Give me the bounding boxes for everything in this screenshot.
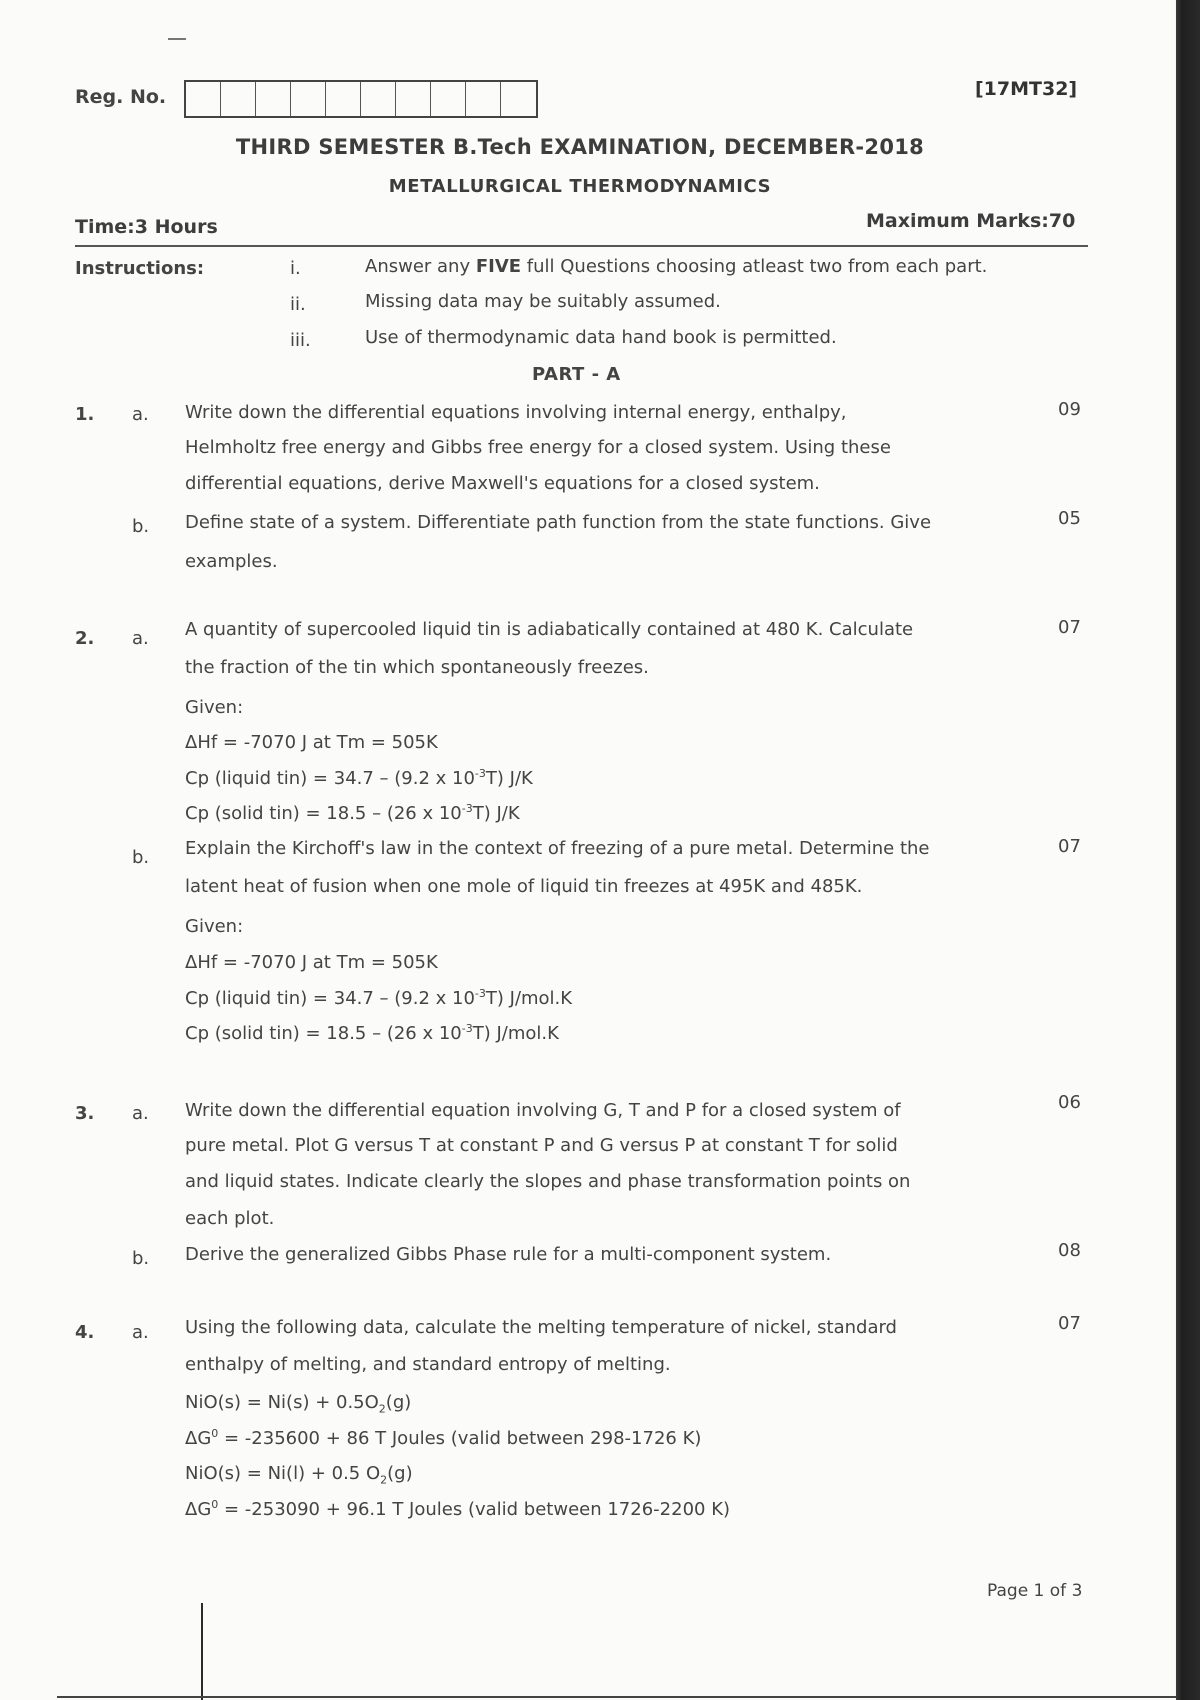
- given-enthalpy: ΔHf = -7070 J at Tm = 505K: [185, 952, 438, 973]
- instructions-label: Instructions:: [75, 258, 205, 279]
- scan-mark: [168, 38, 186, 40]
- reg-no-label: Reg. No.: [75, 86, 167, 108]
- marks-value: 07: [1058, 617, 1081, 638]
- question-text-line: and liquid states. Indicate clearly the slopes and phase transformation points on: [185, 1171, 911, 1192]
- question-text-line: A quantity of supercooled liquid tin is adiabatically contained at 480 K. Calculate: [185, 619, 914, 640]
- question-number: 1.: [75, 404, 95, 425]
- reg-no-box: [326, 82, 361, 116]
- subquestion-label: b.: [132, 516, 150, 537]
- instruction-number: iii.: [290, 330, 311, 351]
- given-cp-solid: Cp (solid tin) = 18.5 – (26 x $10^{-3}T$) J/mol.K: [185, 1022, 559, 1044]
- reg-no-box: [396, 82, 431, 116]
- question-text-line: enthalpy of melting, and standard entropy of melting.: [185, 1354, 671, 1375]
- question-text-line: examples.: [185, 551, 278, 572]
- marks-value: 07: [1058, 836, 1081, 857]
- instruction-text: Missing data may be suitably assumed.: [365, 291, 721, 312]
- question-text-line: Explain the Kirchoff's law in the context of freezing of a pure metal. Determine the: [185, 838, 930, 859]
- gibbs-energy-equation: $\Delta G^0 = -235600 + 86$ T Joules (valid between 298-1726 K): [185, 1427, 702, 1449]
- question-text-line: differential equations, derive Maxwell's equations for a closed system.: [185, 473, 820, 494]
- question-number: 3.: [75, 1103, 95, 1124]
- instruction-number: i.: [290, 258, 301, 279]
- marks-value: 05: [1058, 508, 1081, 529]
- reaction-equation: $NiO(s) = Ni(s) + 0.5O_2(g)$: [185, 1392, 412, 1416]
- reg-no-box: [466, 82, 501, 116]
- given-enthalpy: ΔHf = -7070 J at Tm = 505K: [185, 732, 438, 753]
- exam-title: THIRD SEMESTER B.Tech EXAMINATION, DECEMBER-2018: [235, 135, 925, 159]
- given-cp-liquid: Cp (liquid tin) = 34.7 – (9.2 x $10^{-3}T$) J/K: [185, 767, 533, 789]
- instruction-text: Use of thermodynamic data hand book is permitted.: [365, 327, 837, 348]
- question-text-line: pure metal. Plot G versus T at constant P and G versus P at constant T for solid: [185, 1135, 898, 1156]
- question-text-line: Helmholtz free energy and Gibbs free energy for a closed system. Using these: [185, 437, 891, 458]
- reg-no-box: [431, 82, 466, 116]
- subquestion-label: b.: [132, 847, 150, 868]
- time-allowed: Time:3 Hours: [75, 216, 218, 238]
- course-code: [17MT32]: [975, 78, 1078, 100]
- given-cp-solid: Cp (solid tin) = 18.5 – (26 x $10^{-3}T$) J/K: [185, 802, 520, 824]
- part-a-heading: PART - A: [532, 364, 621, 385]
- bottom-edge-rule: [57, 1696, 1177, 1698]
- question-text-line: Write down the differential equations involving internal energy, enthalpy,: [185, 402, 847, 423]
- question-text-line: Write down the differential equation involving G, T and P for a closed system of: [185, 1100, 901, 1121]
- question-text-line: Define state of a system. Differentiate path function from the state functions. Give: [185, 512, 932, 533]
- reg-no-box: [256, 82, 291, 116]
- page-number: Page 1 of 3: [987, 1581, 1083, 1601]
- question-text-line: Derive the generalized Gibbs Phase rule for a multi-component system.: [185, 1244, 832, 1265]
- reg-no-box: [291, 82, 326, 116]
- given-label: Given:: [185, 916, 244, 937]
- reg-no-box: [186, 82, 221, 116]
- reg-no-box: [501, 82, 536, 116]
- instruction-number: ii.: [290, 294, 306, 315]
- scan-dark-edge: [1176, 0, 1200, 1700]
- gibbs-energy-equation: $\Delta G^0 = -253090 + 96.1$ T Joules (valid between 1726-2200 K): [185, 1498, 731, 1520]
- question-number: 2.: [75, 628, 95, 649]
- reg-no-boxes: [184, 80, 538, 118]
- binding-line: [201, 1603, 203, 1700]
- reg-no-box: [221, 82, 256, 116]
- question-text-line: the fraction of the tin which spontaneously freezes.: [185, 657, 649, 678]
- header-divider: [75, 245, 1088, 247]
- reg-no-box: [361, 82, 396, 116]
- question-text-line: each plot.: [185, 1208, 275, 1229]
- subquestion-label: a.: [132, 1103, 149, 1124]
- subquestion-label: a.: [132, 1322, 149, 1343]
- marks-value: 08: [1058, 1240, 1081, 1261]
- marks-value: 07: [1058, 1313, 1081, 1334]
- instruction-text: Answer any FIVE full Questions choosing atleast two from each part.: [365, 256, 988, 277]
- question-text-line: latent heat of fusion when one mole of liquid tin freezes at 495K and 485K.: [185, 876, 863, 897]
- marks-value: 06: [1058, 1092, 1081, 1113]
- maximum-marks: Maximum Marks:70: [866, 210, 1076, 232]
- reaction-equation: NiO(s) = Ni(l) + 0.5 $O_2(g)$: [185, 1463, 413, 1487]
- question-text-line: Using the following data, calculate the melting temperature of nickel, standard: [185, 1317, 897, 1338]
- subquestion-label: b.: [132, 1248, 150, 1269]
- subquestion-label: a.: [132, 628, 149, 649]
- question-number: 4.: [75, 1322, 95, 1343]
- subject-title: METALLURGICAL THERMODYNAMICS: [388, 176, 772, 197]
- marks-value: 09: [1058, 399, 1081, 420]
- subquestion-label: a.: [132, 404, 149, 425]
- given-label: Given:: [185, 697, 244, 718]
- given-cp-liquid: Cp (liquid tin) = 34.7 – (9.2 x $10^{-3}T$) J/mol.K: [185, 987, 573, 1009]
